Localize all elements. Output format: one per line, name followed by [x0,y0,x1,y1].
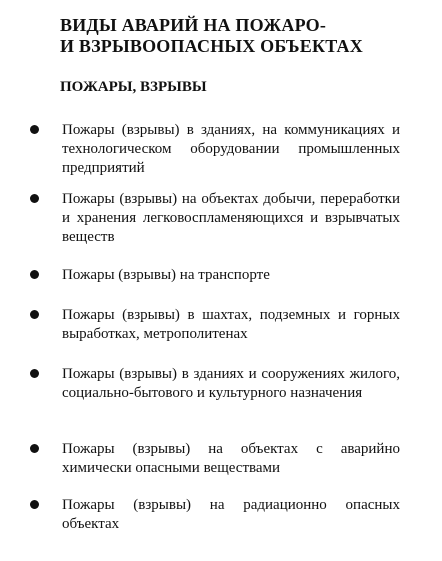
bullet-dot-icon [30,270,39,279]
bullet-dot-icon [30,444,39,453]
list-item-text: Пожары (взрывы) на объектах с аварийно химически опасными веществами [62,441,400,476]
bullet-dot-icon [30,500,39,509]
list-item-text: Пожары (взрывы) в шахтах, подземных и горных выработках, метрополитенах [62,307,400,342]
bullet-dot-icon [30,310,39,319]
list-item-text: Пожары (взрывы) на транспорте [62,267,270,283]
bullet-dot-icon [30,369,39,378]
bullet-dot-icon [30,194,39,203]
section-subtitle: ПОЖАРЫ, ВЗРЫВЫ [60,79,207,95]
list-item-text: Пожары (взрывы) в зданиях, на коммуникациях и технологическом оборудовании промышленных предприятий [62,122,400,176]
list-item-text: Пожары (взрывы) на объектах добычи, переработки и хранения легковоспламеняющихся и взрывчатых веществ [62,191,400,245]
list-item-text: Пожары (взрывы) на радиационно опасных объектах [62,497,400,532]
page-title [60,15,400,57]
bullet-dot-icon [30,125,39,134]
list-item-text: Пожары (взрывы) в зданиях и сооружениях жилого, социально-бытового и культурного назначения [62,366,400,401]
title-line-1: ВИДЫ АВАРИЙ НА ПОЖАРО- [60,15,327,35]
title-line-2: И ВЗРЫВООПАСНЫХ ОБЪЕКТАХ [60,36,363,56]
